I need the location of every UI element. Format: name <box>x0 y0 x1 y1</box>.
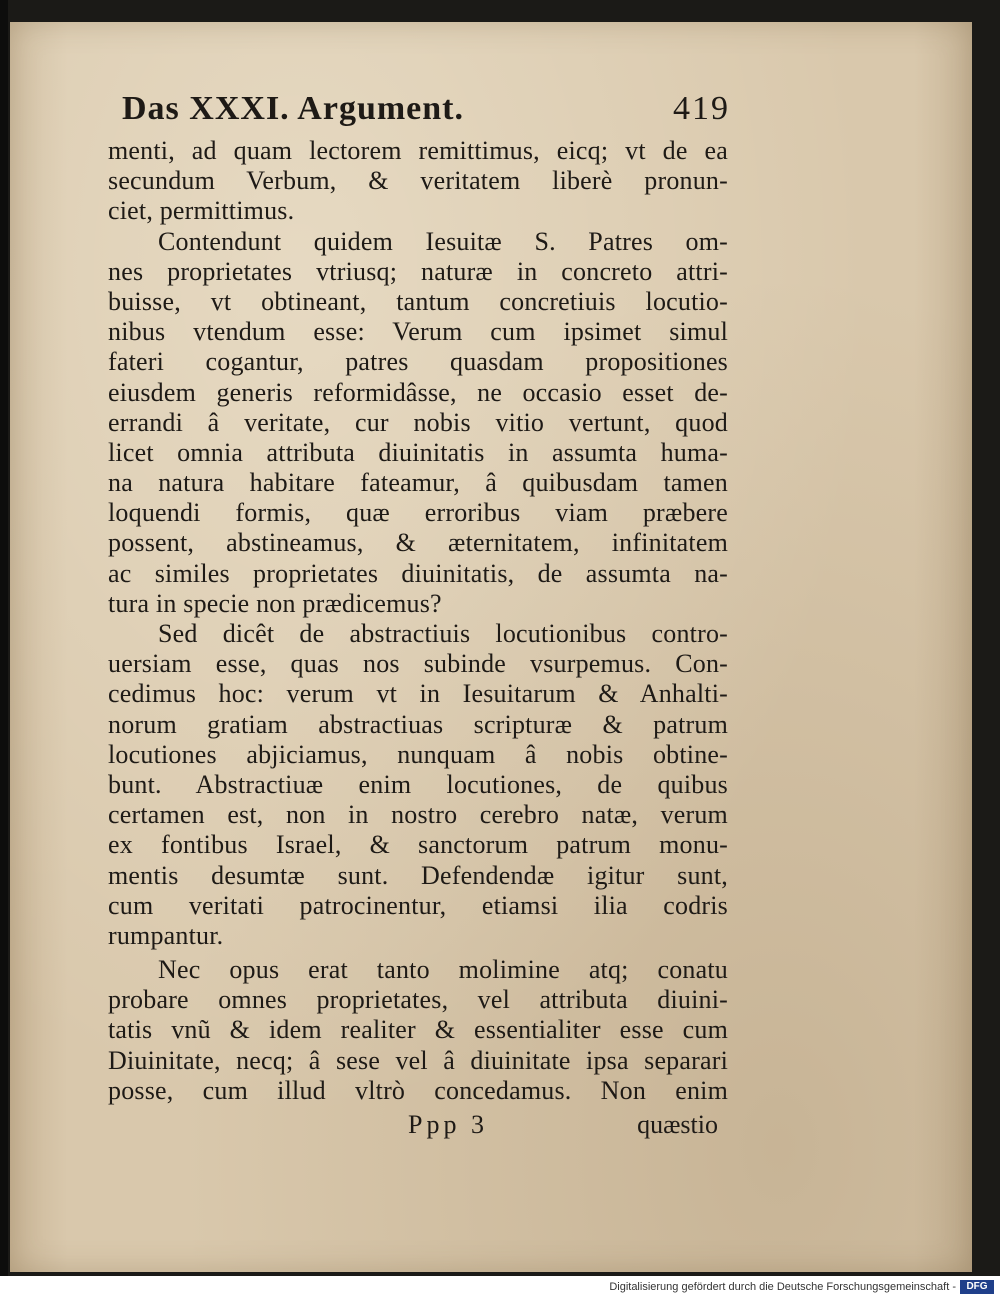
catchword: quæstio <box>637 1110 718 1139</box>
text-line: eiusdem generis reformidâsse, ne occasio esset de- <box>108 377 728 407</box>
dfg-logo: DFG <box>960 1280 994 1294</box>
text-line: fateri cogantur, patres quasdam propositiones <box>108 347 728 377</box>
text-line: Nec opus erat tanto molimine atq; conatu <box>158 955 728 985</box>
credit-bar <box>0 1276 1000 1298</box>
text-line: secundum Verbum, & veritatem liberè pronun- <box>108 166 728 196</box>
text-line: norum gratiam abstractiuas scripturæ & patrum <box>108 709 728 739</box>
text-line: rumpantur. <box>108 920 224 950</box>
signature-mark: Ppp 3 <box>408 1110 488 1139</box>
body-text <box>108 136 728 1106</box>
text-line: uersiam esse, quas nos subinde vsurpemus. Con- <box>108 649 728 679</box>
text-line: cedimus hoc: verum vt in Iesuitarum & Anhalti- <box>108 679 728 709</box>
text-line: Sed dicêt de abstractiuis locutionibus contro- <box>158 619 728 648</box>
page-text-block <box>108 90 728 1144</box>
running-header <box>122 90 728 136</box>
book-edge <box>0 0 8 1276</box>
text-line: posse, cum illud vltrò concedamus. Non enim <box>108 1075 728 1105</box>
text-line: probare omnes proprietates, vel attributa diuini- <box>108 985 728 1015</box>
text-line: ciet, permittimus. <box>108 196 295 226</box>
text-line: menti, ad quam lectorem remittimus, eicq; vt de ea <box>108 136 728 165</box>
text-line: na natura habitare fateamur, â quibusdam tamen <box>108 468 728 498</box>
text-line: Contendunt quidem Iesuitæ S. Patres om- <box>158 226 728 256</box>
text-line: ac similes proprietates diuinitatis, de assumta na- <box>108 558 728 588</box>
text-line: mentis desumtæ sunt. Defendendæ igitur sunt, <box>108 860 728 890</box>
text-line: buisse, vt obtineant, tantum concretiuis locutio- <box>108 286 728 316</box>
text-line: ex fontibus Israel, & sanctorum patrum monu- <box>108 830 728 860</box>
text-line: nibus vtendum esse: Verum cum ipsimet simul <box>108 317 728 347</box>
text-line: Diuinitate, necq; â sese vel â diuinitate ipsa separari <box>108 1045 728 1075</box>
book-page <box>10 22 972 1272</box>
text-line: tura in specie non prædicemus? <box>108 588 442 618</box>
text-line: loquendi formis, quæ erroribus viam præbere <box>108 498 728 528</box>
text-line: errandi â veritate, cur nobis vitio vertunt, quod <box>108 407 728 437</box>
header-title: Das XXXI. Argument. <box>122 90 464 127</box>
text-line: licet omnia attributa diuinitatis in assumta huma- <box>108 437 728 467</box>
text-line: nes proprietates vtriusq; naturæ in concreto attri- <box>108 256 728 286</box>
text-line: possent, abstineamus, & æternitatem, infinitatem <box>108 528 728 558</box>
funding-credit: Digitalisierung gefördert durch die Deutsche Forschungsgemeinschaft - <box>609 1281 956 1293</box>
page-footer <box>108 1110 728 1144</box>
page-number: 419 <box>673 90 730 127</box>
text-line: bunt. Abstractiuæ enim locutiones, de quibus <box>108 769 728 799</box>
text-line: certamen est, non in nostro cerebro natæ, verum <box>108 800 728 830</box>
text-line: tatis vnũ & idem realiter & essentialiter esse cum <box>108 1015 728 1045</box>
text-line: locutiones abjiciamus, nunquam â nobis obtine- <box>108 739 728 769</box>
text-line: cum veritati patrocinentur, etiamsi ilia codris <box>108 890 728 920</box>
